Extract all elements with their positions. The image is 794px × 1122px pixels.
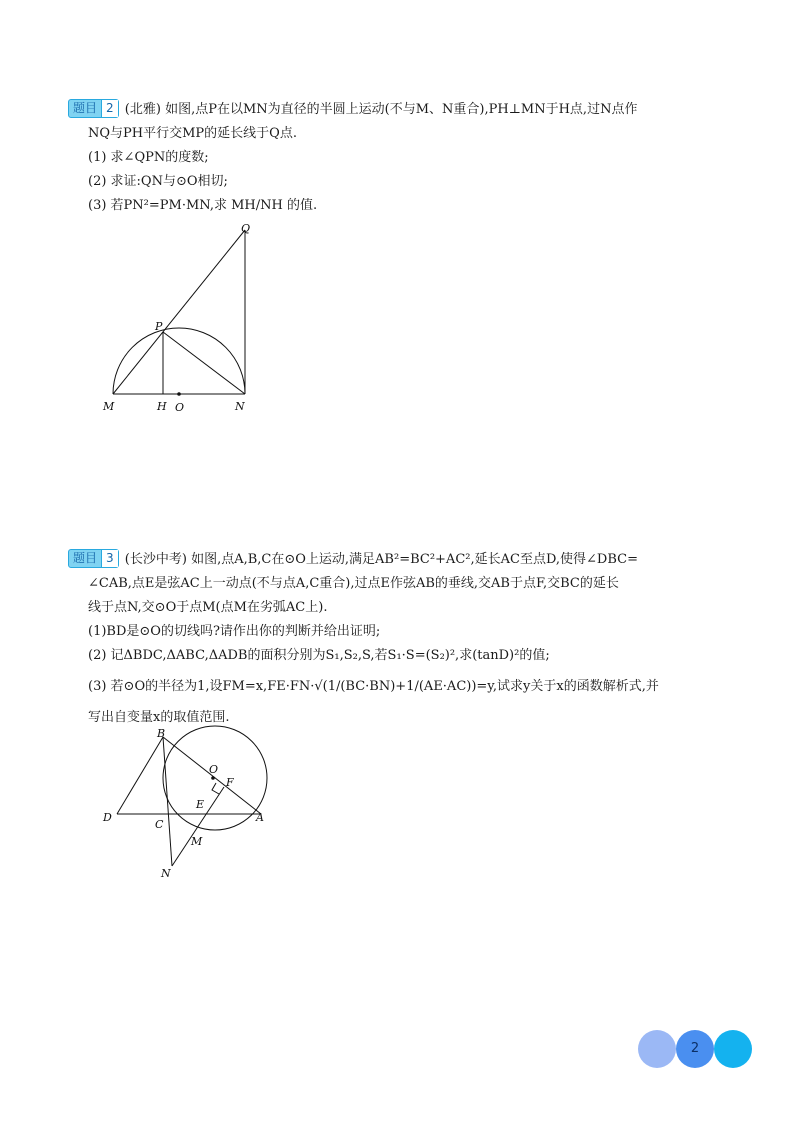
- problem-number: 2: [101, 100, 118, 117]
- problem-3: [68, 548, 738, 730]
- problem-3-line-1: 题目 3 (长沙中考) 如图,点A,B,C在⊙O上运动,满足AB²=BC²+AC²,延长AC至点D,使得∠DBC=: [68, 548, 738, 572]
- label-A: A: [256, 811, 264, 824]
- problem-number: 3: [101, 550, 118, 567]
- label-O: O: [209, 763, 219, 776]
- problem-2-part-2: (2) 求证:QN与⊙O相切;: [88, 174, 228, 189]
- problem-2-line-1: 题目 2 (北雅) 如图,点P在以MN为直径的半圆上运动(不与M、N重合),PH⊥MN于H点,过N点作: [68, 98, 738, 122]
- problem-3-part-1: (1)BD是⊙O的切线吗?请作出你的判断并给出证明;: [88, 624, 381, 639]
- page-number: 2: [690, 1041, 700, 1056]
- label-H: H: [157, 400, 167, 413]
- decor-dot-bright: [714, 1030, 752, 1068]
- segment-PN: [163, 332, 245, 394]
- decor-dot-light: [638, 1030, 676, 1068]
- problem-tag: 题目 3: [68, 549, 119, 568]
- right-angle-mark: [212, 783, 219, 794]
- label-O: O: [175, 401, 185, 414]
- problem-3-part-3: (3) 若⊙O的半径为1,设FM=x,FE·FN·√(1/(BC·BN)+1/(AE·AC))=y,试求y关于x的函数解析式,并: [88, 679, 659, 694]
- segment-DB: [117, 737, 163, 814]
- problem-3-figure: [95, 724, 285, 884]
- label-M: M: [103, 400, 115, 413]
- problem-3-line-last: 写出自变量x的取值范围.: [88, 710, 230, 725]
- problem-2-figure: [95, 218, 265, 418]
- problem-3-part-2: (2) 记ΔBDC,ΔABC,ΔADB的面积分别为S₁,S₂,S,若S₁·S=(S₂)²,求(tanD)²的值;: [88, 648, 550, 663]
- problem-2-part-3: (3) 若PN²=PM·MN,求 MH/NH 的值.: [88, 198, 318, 213]
- page-indicator: [638, 1028, 752, 1068]
- semicircle: [113, 328, 245, 394]
- problem-2: [68, 98, 738, 218]
- label-P: P: [155, 320, 163, 333]
- problem-tag: 题目 2: [68, 99, 119, 118]
- center-point-O: [177, 392, 181, 396]
- label-M: M: [191, 835, 203, 848]
- label-Q: Q: [241, 222, 251, 235]
- label-C: C: [155, 818, 164, 831]
- label-F: F: [226, 776, 234, 789]
- problem-2-part-1: (1) 求∠QPN的度数;: [88, 150, 209, 165]
- problem-3-line-3: 线于点N,交⊙O于点M(点M在劣弧AC上).: [88, 600, 328, 615]
- center-point-O: [211, 776, 215, 780]
- label-N: N: [161, 867, 171, 880]
- problem-2-line-2: NQ与PH平行交MP的延长线于Q点.: [88, 126, 297, 141]
- label-E: E: [196, 798, 205, 811]
- label-B: B: [157, 727, 166, 740]
- label-D: D: [103, 811, 112, 824]
- problem-3-line-2: ∠CAB,点E是弦AC上一动点(不与点A,C重合),过点E作弦AB的垂线,交AB于点F,交BC的延长: [88, 576, 619, 591]
- segment-MQ: [113, 230, 245, 394]
- label-N: N: [235, 400, 245, 413]
